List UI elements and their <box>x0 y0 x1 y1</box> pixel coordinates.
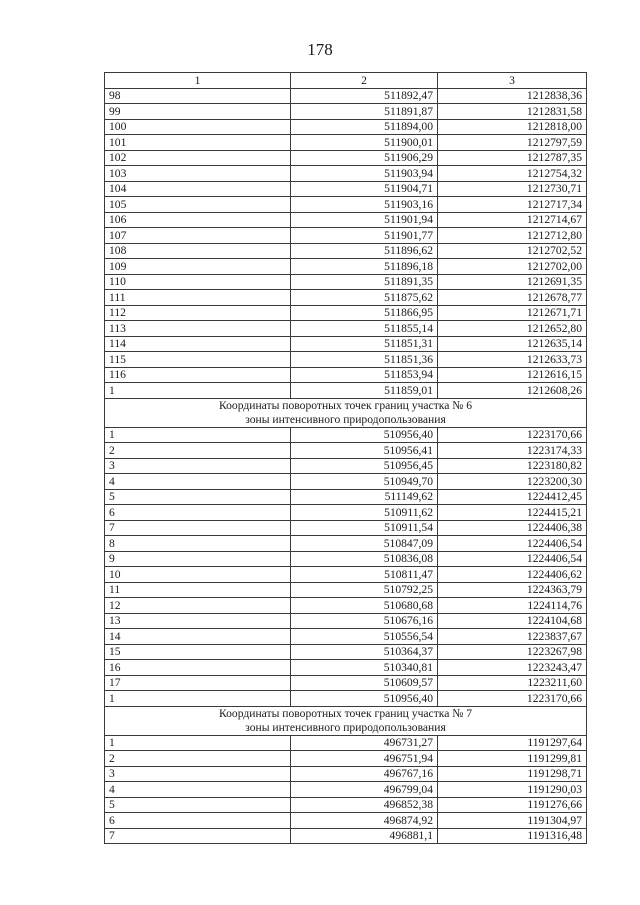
x-coordinate-cell: 510680,68 <box>291 598 438 614</box>
point-number-cell: 1 <box>105 691 291 707</box>
y-coordinate-cell: 1212754,32 <box>438 166 587 182</box>
y-coordinate-cell: 1212691,35 <box>438 274 587 290</box>
y-coordinate-cell: 1191276,66 <box>438 797 587 813</box>
point-number-cell: 115 <box>105 352 291 368</box>
x-coordinate-cell: 510956,40 <box>291 691 438 707</box>
x-coordinate-cell: 511891,87 <box>291 104 438 120</box>
point-number-cell: 108 <box>105 243 291 259</box>
table-row <box>105 813 587 829</box>
y-coordinate-cell: 1223180,82 <box>438 458 587 474</box>
point-number-cell: 14 <box>105 629 291 645</box>
point-number-cell: 13 <box>105 613 291 629</box>
x-coordinate-cell: 510676,16 <box>291 613 438 629</box>
y-coordinate-cell: 1223837,67 <box>438 629 587 645</box>
y-coordinate-cell: 1224406,62 <box>438 567 587 583</box>
x-coordinate-cell: 510956,41 <box>291 443 438 459</box>
table-row <box>105 427 587 443</box>
y-coordinate-cell: 1212671,71 <box>438 305 587 321</box>
x-coordinate-cell: 511896,18 <box>291 259 438 275</box>
y-coordinate-cell: 1224363,79 <box>438 582 587 598</box>
y-coordinate-cell: 1212678,77 <box>438 290 587 306</box>
y-coordinate-cell: 1212797,59 <box>438 135 587 151</box>
y-coordinate-cell: 1223267,98 <box>438 644 587 660</box>
coordinates-table-body <box>105 73 587 844</box>
point-number-cell: 6 <box>105 505 291 521</box>
section-heading-line: зоны интенсивного природопользования <box>245 720 446 734</box>
y-coordinate-cell: 1212635,14 <box>438 336 587 352</box>
y-coordinate-cell: 1212616,15 <box>438 367 587 383</box>
table-row <box>105 751 587 767</box>
point-number-cell: 4 <box>105 782 291 798</box>
x-coordinate-cell: 510609,57 <box>291 675 438 691</box>
point-number-cell: 3 <box>105 766 291 782</box>
table-row <box>105 782 587 798</box>
x-coordinate-cell: 510836,08 <box>291 551 438 567</box>
point-number-cell: 3 <box>105 458 291 474</box>
point-number-cell: 7 <box>105 520 291 536</box>
point-number-cell: 15 <box>105 644 291 660</box>
x-coordinate-cell: 511892,47 <box>291 88 438 104</box>
y-coordinate-cell: 1212714,67 <box>438 212 587 228</box>
x-coordinate-cell: 511904,71 <box>291 181 438 197</box>
point-number-cell: 101 <box>105 135 291 151</box>
table-row <box>105 104 587 120</box>
point-number-cell: 98 <box>105 88 291 104</box>
point-number-cell: 103 <box>105 166 291 182</box>
table-header-row <box>105 73 587 89</box>
table-row <box>105 660 587 676</box>
y-coordinate-cell: 1212702,00 <box>438 259 587 275</box>
table-row <box>105 644 587 660</box>
table-row <box>105 259 587 275</box>
table-row <box>105 352 587 368</box>
point-number-cell: 10 <box>105 567 291 583</box>
point-number-cell: 112 <box>105 305 291 321</box>
y-coordinate-cell: 1224104,68 <box>438 613 587 629</box>
page-number: 178 <box>307 40 333 59</box>
x-coordinate-cell: 496799,04 <box>291 782 438 798</box>
x-coordinate-cell: 510340,81 <box>291 660 438 676</box>
table-row <box>105 489 587 505</box>
x-coordinate-cell: 510911,62 <box>291 505 438 521</box>
x-coordinate-cell: 510956,45 <box>291 458 438 474</box>
section-heading <box>105 706 587 735</box>
x-coordinate-cell: 496731,27 <box>291 735 438 751</box>
table-row <box>105 598 587 614</box>
x-coordinate-cell: 496881,1 <box>291 828 438 844</box>
x-coordinate-cell: 511903,94 <box>291 166 438 182</box>
point-number-cell: 6 <box>105 813 291 829</box>
y-coordinate-cell: 1223243,47 <box>438 660 587 676</box>
table-row <box>105 197 587 213</box>
point-number-cell: 2 <box>105 751 291 767</box>
point-number-cell: 1 <box>105 383 291 399</box>
x-coordinate-cell: 511891,35 <box>291 274 438 290</box>
point-number-cell: 11 <box>105 582 291 598</box>
table-row <box>105 274 587 290</box>
point-number-cell: 9 <box>105 551 291 567</box>
point-number-cell: 5 <box>105 489 291 505</box>
table-row <box>105 243 587 259</box>
y-coordinate-cell: 1224415,21 <box>438 505 587 521</box>
table-row <box>105 166 587 182</box>
x-coordinate-cell: 511896,62 <box>291 243 438 259</box>
x-coordinate-cell: 511906,29 <box>291 150 438 166</box>
point-number-cell: 7 <box>105 828 291 844</box>
table-row <box>105 212 587 228</box>
point-number-cell: 111 <box>105 290 291 306</box>
point-number-cell: 107 <box>105 228 291 244</box>
table-row <box>105 520 587 536</box>
point-number-cell: 1 <box>105 427 291 443</box>
x-coordinate-cell: 496852,38 <box>291 797 438 813</box>
y-coordinate-cell: 1191298,71 <box>438 766 587 782</box>
x-coordinate-cell: 510811,47 <box>291 567 438 583</box>
y-coordinate-cell: 1212717,34 <box>438 197 587 213</box>
table-row <box>105 458 587 474</box>
y-coordinate-cell: 1191316,48 <box>438 828 587 844</box>
y-coordinate-cell: 1223174,33 <box>438 443 587 459</box>
table-row <box>105 228 587 244</box>
y-coordinate-cell: 1212702,52 <box>438 243 587 259</box>
table-row <box>105 828 587 844</box>
y-coordinate-cell: 1223170,66 <box>438 427 587 443</box>
x-coordinate-cell: 511903,16 <box>291 197 438 213</box>
x-coordinate-cell: 510792,25 <box>291 582 438 598</box>
point-number-cell: 16 <box>105 660 291 676</box>
table-row <box>105 675 587 691</box>
x-coordinate-cell: 511859,01 <box>291 383 438 399</box>
table-row <box>105 536 587 552</box>
y-coordinate-cell: 1223200,30 <box>438 474 587 490</box>
x-coordinate-cell: 511875,62 <box>291 290 438 306</box>
y-coordinate-cell: 1223170,66 <box>438 691 587 707</box>
table-row <box>105 443 587 459</box>
point-number-cell: 109 <box>105 259 291 275</box>
y-coordinate-cell: 1212730,71 <box>438 181 587 197</box>
y-coordinate-cell: 1224412,45 <box>438 489 587 505</box>
x-coordinate-cell: 496874,92 <box>291 813 438 829</box>
y-coordinate-cell: 1224406,54 <box>438 551 587 567</box>
table-row <box>105 321 587 337</box>
table-row <box>105 181 587 197</box>
table-row <box>105 150 587 166</box>
point-number-cell: 105 <box>105 197 291 213</box>
x-coordinate-cell: 511149,62 <box>291 489 438 505</box>
y-coordinate-cell: 1191290,03 <box>438 782 587 798</box>
table-row <box>105 629 587 645</box>
y-coordinate-cell: 1191304,97 <box>438 813 587 829</box>
table-row <box>105 367 587 383</box>
y-coordinate-cell: 1212831,58 <box>438 104 587 120</box>
table-row <box>105 336 587 352</box>
y-coordinate-cell: 1212818,00 <box>438 119 587 135</box>
point-number-cell: 8 <box>105 536 291 552</box>
table-row <box>105 582 587 598</box>
table-row <box>105 735 587 751</box>
x-coordinate-cell: 510949,70 <box>291 474 438 490</box>
point-number-cell: 1 <box>105 735 291 751</box>
y-coordinate-cell: 1191297,64 <box>438 735 587 751</box>
point-number-cell: 5 <box>105 797 291 813</box>
x-coordinate-cell: 496751,94 <box>291 751 438 767</box>
x-coordinate-cell: 511853,94 <box>291 367 438 383</box>
point-number-cell: 113 <box>105 321 291 337</box>
point-number-cell: 2 <box>105 443 291 459</box>
table-row <box>105 613 587 629</box>
x-coordinate-cell: 510956,40 <box>291 427 438 443</box>
y-coordinate-cell: 1223211,60 <box>438 675 587 691</box>
table-row <box>105 766 587 782</box>
point-number-cell: 100 <box>105 119 291 135</box>
point-number-cell: 116 <box>105 367 291 383</box>
point-number-cell: 102 <box>105 150 291 166</box>
point-number-cell: 12 <box>105 598 291 614</box>
y-coordinate-cell: 1212787,35 <box>438 150 587 166</box>
table-row <box>105 290 587 306</box>
x-coordinate-cell: 496767,16 <box>291 766 438 782</box>
x-coordinate-cell: 510847,09 <box>291 536 438 552</box>
header-cell-x: 2 <box>291 73 438 89</box>
x-coordinate-cell: 511901,77 <box>291 228 438 244</box>
section-heading-line: Координаты поворотных точек границ участка № 7 <box>218 706 473 720</box>
x-coordinate-cell: 511900,01 <box>291 135 438 151</box>
x-coordinate-cell: 510911,54 <box>291 520 438 536</box>
x-coordinate-cell: 511855,14 <box>291 321 438 337</box>
y-coordinate-cell: 1224114,76 <box>438 598 587 614</box>
y-coordinate-cell: 1212633,73 <box>438 352 587 368</box>
x-coordinate-cell: 511901,94 <box>291 212 438 228</box>
y-coordinate-cell: 1191299,81 <box>438 751 587 767</box>
y-coordinate-cell: 1224406,54 <box>438 536 587 552</box>
coordinates-table <box>104 72 587 844</box>
point-number-cell: 104 <box>105 181 291 197</box>
x-coordinate-cell: 511851,36 <box>291 352 438 368</box>
table-row <box>105 305 587 321</box>
table-row <box>105 505 587 521</box>
table-row <box>105 474 587 490</box>
section-heading <box>105 398 587 427</box>
x-coordinate-cell: 510364,37 <box>291 644 438 660</box>
section-heading-row <box>105 706 587 735</box>
header-cell-point: 1 <box>105 73 291 89</box>
y-coordinate-cell: 1212652,80 <box>438 321 587 337</box>
x-coordinate-cell: 511851,31 <box>291 336 438 352</box>
point-number-cell: 114 <box>105 336 291 352</box>
point-number-cell: 110 <box>105 274 291 290</box>
section-heading-line: Координаты поворотных точек границ участка № 6 <box>218 398 473 412</box>
y-coordinate-cell: 1224406,38 <box>438 520 587 536</box>
y-coordinate-cell: 1212712,80 <box>438 228 587 244</box>
point-number-cell: 106 <box>105 212 291 228</box>
point-number-cell: 17 <box>105 675 291 691</box>
y-coordinate-cell: 1212608,26 <box>438 383 587 399</box>
table-row <box>105 691 587 707</box>
y-coordinate-cell: 1212838,36 <box>438 88 587 104</box>
x-coordinate-cell: 511894,00 <box>291 119 438 135</box>
table-row <box>105 383 587 399</box>
section-heading-row <box>105 398 587 427</box>
point-number-cell: 99 <box>105 104 291 120</box>
x-coordinate-cell: 511866,95 <box>291 305 438 321</box>
table-row <box>105 551 587 567</box>
table-row <box>105 88 587 104</box>
x-coordinate-cell: 510556,54 <box>291 629 438 645</box>
header-cell-y: 3 <box>438 73 587 89</box>
section-heading-line: зоны интенсивного природопользования <box>245 412 446 426</box>
table-row <box>105 135 587 151</box>
table-row <box>105 119 587 135</box>
table-row <box>105 567 587 583</box>
point-number-cell: 4 <box>105 474 291 490</box>
table-row <box>105 797 587 813</box>
